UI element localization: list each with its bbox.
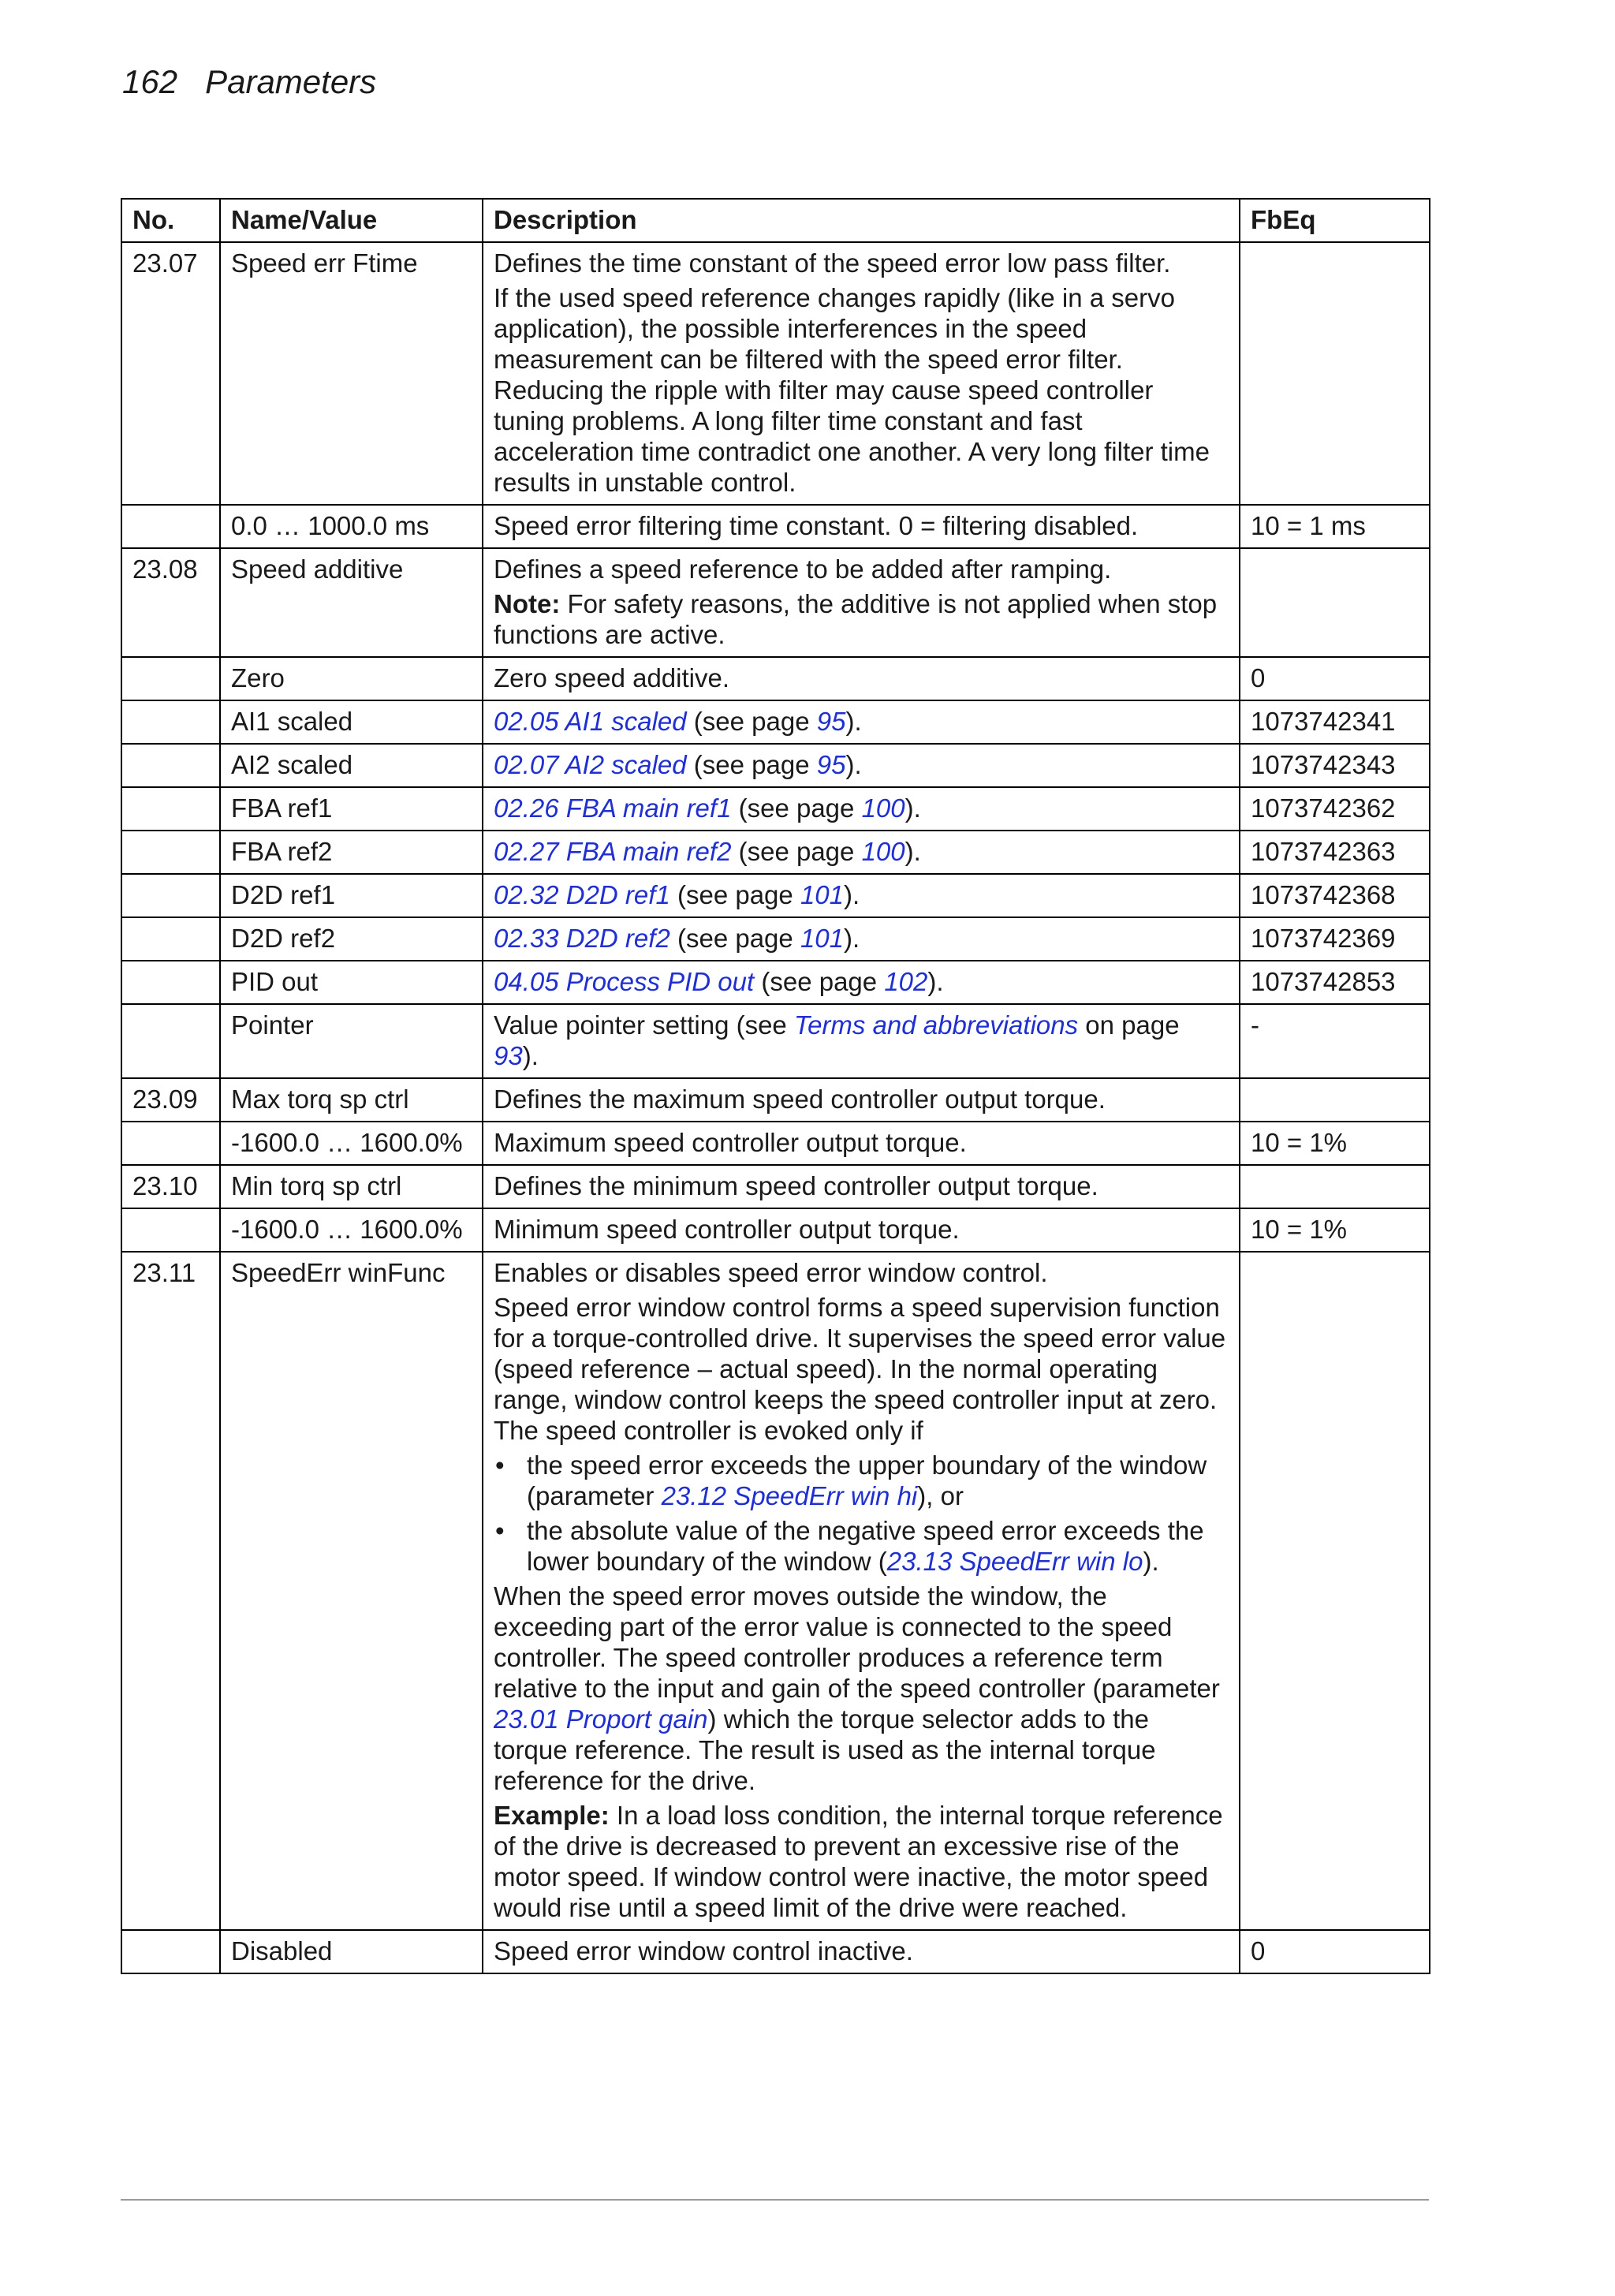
value-name: Disabled — [220, 1930, 483, 1973]
value-name: D2D ref2 — [220, 917, 483, 961]
value-name: -1600.0 … 1600.0% — [220, 1208, 483, 1252]
value-description — [483, 917, 1240, 961]
link-context: ). — [845, 707, 862, 736]
value-description: Minimum speed controller output torque. — [483, 1208, 1240, 1252]
page-link[interactable]: 100 — [861, 793, 905, 823]
header-fbeq: FbEq — [1240, 199, 1430, 242]
parameter-link[interactable]: 23.01 Proport gain — [494, 1704, 708, 1734]
example-label: Example: — [494, 1801, 610, 1830]
value-fbeq: 1073742368 — [1240, 874, 1430, 917]
param-number — [121, 1208, 220, 1252]
param-number: 23.08 — [121, 548, 220, 657]
value-fbeq: 1073742853 — [1240, 961, 1430, 1004]
param-number — [121, 744, 220, 787]
page-link[interactable]: 100 — [861, 837, 905, 866]
value-fbeq: 1073742341 — [1240, 700, 1430, 744]
table-row — [121, 1004, 1430, 1078]
link-context: ). — [927, 967, 944, 996]
bullet-icon: • — [495, 1450, 505, 1480]
param-name: Speed additive — [220, 548, 483, 657]
link-context: (see page — [669, 880, 800, 909]
description-part: ) which the torque selector adds to the torque reference. The result is used as the internal torque reference for the drive. — [494, 1704, 1156, 1795]
header-name-value: Name/Value — [220, 199, 483, 242]
value-fbeq: 10 = 1% — [1240, 1122, 1430, 1165]
value-description: Zero speed additive. — [483, 657, 1240, 700]
page-title: Parameters — [205, 63, 377, 100]
link-context: (see page — [686, 750, 817, 779]
value-name: Pointer — [220, 1004, 483, 1078]
list-item — [494, 1515, 1228, 1577]
value-fbeq: 1073742363 — [1240, 831, 1430, 874]
note-label: Note: — [494, 589, 561, 618]
note-body: For safety reasons, the additive is not applied when stop functions are active. — [494, 589, 1218, 649]
value-description: Maximum speed controller output torque. — [483, 1122, 1240, 1165]
table-row — [121, 961, 1430, 1004]
table-header-row — [121, 199, 1430, 242]
value-description — [483, 744, 1240, 787]
value-fbeq: - — [1240, 1004, 1430, 1078]
param-description — [483, 242, 1240, 505]
param-description — [483, 548, 1240, 657]
param-number: 23.10 — [121, 1165, 220, 1208]
value-name: AI1 scaled — [220, 700, 483, 744]
value-description — [483, 700, 1240, 744]
table-row — [121, 1122, 1430, 1165]
example-body: In a load loss condition, the internal torque reference of the drive is decreased to prevent an excessive rise of the motor speed. If window control were inactive, the motor speed would rise until a speed limit of the drive were reached. — [494, 1801, 1223, 1922]
page-link[interactable]: 101 — [800, 880, 844, 909]
link-context: (see page — [669, 924, 800, 953]
value-name: D2D ref1 — [220, 874, 483, 917]
table-row — [121, 1252, 1430, 1930]
parameter-link[interactable]: 23.13 SpeedErr win lo — [886, 1547, 1143, 1576]
link-context: ). — [844, 924, 860, 953]
table-row — [121, 700, 1430, 744]
example-text — [494, 1800, 1228, 1923]
parameter-link[interactable]: 02.26 FBA main ref1 — [494, 793, 732, 823]
link-context: (see page — [754, 967, 885, 996]
page-header — [122, 63, 376, 101]
table-row — [121, 242, 1430, 505]
param-name: Speed err Ftime — [220, 242, 483, 505]
param-fbeq — [1240, 1252, 1430, 1930]
param-number — [121, 657, 220, 700]
link-context: (see page — [686, 707, 817, 736]
link-context: on page — [1078, 1010, 1180, 1040]
value-name: FBA ref1 — [220, 787, 483, 831]
param-name: SpeedErr winFunc — [220, 1252, 483, 1930]
page-link[interactable]: 95 — [816, 750, 846, 779]
value-description — [483, 1004, 1240, 1078]
value-fbeq: 10 = 1% — [1240, 1208, 1430, 1252]
table-row — [121, 1930, 1430, 1973]
param-number — [121, 787, 220, 831]
description-text: If the used speed reference changes rapidly (like in a servo application), the possible interferences in the speed measurement can be filtered with the speed error filter. Reducing the ripple with filter may cause speed controller tuning problems. A long filter time constant and fast acceleration time contradict one another. A very long filter time results in unstable control. — [494, 283, 1210, 497]
param-number: 23.07 — [121, 242, 220, 505]
param-description — [483, 1252, 1240, 1930]
value-description: Speed error filtering time constant. 0 = filtering disabled. — [483, 505, 1240, 548]
footer-rule — [121, 2199, 1429, 2201]
value-fbeq: 1073742343 — [1240, 744, 1430, 787]
param-number — [121, 505, 220, 548]
parameter-link[interactable]: 23.12 SpeedErr win hi — [661, 1481, 918, 1510]
param-number — [121, 1930, 220, 1973]
description-text — [494, 1581, 1228, 1796]
description-text: Defines a speed reference to be added after ramping. — [494, 554, 1112, 584]
page-link[interactable]: 95 — [816, 707, 846, 736]
table-row — [121, 874, 1430, 917]
value-name: PID out — [220, 961, 483, 1004]
param-fbeq — [1240, 548, 1430, 657]
param-number — [121, 700, 220, 744]
value-fbeq: 1073742369 — [1240, 917, 1430, 961]
param-number — [121, 917, 220, 961]
parameter-link[interactable]: 02.27 FBA main ref2 — [494, 837, 732, 866]
table-row — [121, 787, 1430, 831]
value-description: Speed error window control inactive. — [483, 1930, 1240, 1973]
note-text — [494, 588, 1228, 650]
parameter-link[interactable]: 02.32 D2D ref1 — [494, 880, 670, 909]
link-context: ). — [845, 750, 862, 779]
param-number — [121, 1122, 220, 1165]
description-part: When the speed error moves outside the window, the exceeding part of the error value is connected to the speed controller. The speed controller produces a reference term relative to the input and gain of the speed controller (parameter — [494, 1581, 1220, 1703]
param-number — [121, 831, 220, 874]
page-number: 162 — [122, 63, 178, 100]
param-description: Defines the minimum speed controller output torque. — [483, 1165, 1240, 1208]
param-number — [121, 874, 220, 917]
param-number: 23.11 — [121, 1252, 220, 1930]
description-text: Enables or disables speed error window control. — [494, 1258, 1048, 1287]
link-context: ). — [904, 837, 921, 866]
description-text: Speed error window control forms a speed supervision function for a torque-controlled drive. It supervises the speed error value (speed reference – actual speed). In the normal operating range, window control keeps the speed controller input at zero. The speed controller is evoked only if — [494, 1293, 1226, 1445]
table-row — [121, 744, 1430, 787]
table-row — [121, 1208, 1430, 1252]
link-context: ). — [844, 880, 860, 909]
list-item-text: ). — [1143, 1547, 1159, 1576]
parameter-link[interactable]: 02.33 D2D ref2 — [494, 924, 670, 953]
param-number — [121, 1004, 220, 1078]
param-fbeq — [1240, 1078, 1430, 1122]
description-text: Defines the time constant of the speed error low pass filter. — [494, 248, 1171, 278]
value-fbeq: 10 = 1 ms — [1240, 505, 1430, 548]
param-description: Defines the maximum speed controller output torque. — [483, 1078, 1240, 1122]
param-name: Max torq sp ctrl — [220, 1078, 483, 1122]
link-context: ). — [522, 1041, 539, 1070]
param-number — [121, 961, 220, 1004]
value-name: 0.0 … 1000.0 ms — [220, 505, 483, 548]
header-description: Description — [483, 199, 1240, 242]
header-no: No. — [121, 199, 220, 242]
list-item — [494, 1450, 1228, 1511]
link-context: ). — [904, 793, 921, 823]
table-row — [121, 1165, 1430, 1208]
table-row — [121, 917, 1430, 961]
table-row — [121, 657, 1430, 700]
page-link[interactable]: 102 — [884, 967, 928, 996]
value-fbeq: 0 — [1240, 657, 1430, 700]
condition-list — [494, 1450, 1228, 1577]
table-row — [121, 1078, 1430, 1122]
page-link[interactable]: 93 — [494, 1041, 523, 1070]
value-fbeq: 0 — [1240, 1930, 1430, 1973]
table-row — [121, 505, 1430, 548]
param-name: Min torq sp ctrl — [220, 1165, 483, 1208]
value-name: Zero — [220, 657, 483, 700]
list-item-text: ), or — [917, 1481, 964, 1510]
link-context: (see page — [731, 793, 862, 823]
parameter-link[interactable]: 02.05 AI1 scaled — [494, 707, 687, 736]
parameter-table — [121, 198, 1430, 1974]
link-context: (see page — [731, 837, 862, 866]
list-item-text: the speed error exceeds the upper boundary of the window (parameter — [527, 1450, 1207, 1510]
value-description — [483, 787, 1240, 831]
value-name: FBA ref2 — [220, 831, 483, 874]
terms-link[interactable]: Terms and abbreviations — [793, 1010, 1079, 1040]
value-description — [483, 874, 1240, 917]
page-link[interactable]: 101 — [800, 924, 844, 953]
table-row — [121, 548, 1430, 657]
value-name: AI2 scaled — [220, 744, 483, 787]
table-row — [121, 831, 1430, 874]
bullet-icon: • — [495, 1516, 505, 1545]
parameter-link[interactable]: 04.05 Process PID out — [494, 967, 755, 996]
parameter-link[interactable]: 02.07 AI2 scaled — [494, 750, 687, 779]
link-context: Value pointer setting (see — [494, 1010, 794, 1040]
value-description — [483, 831, 1240, 874]
value-fbeq: 1073742362 — [1240, 787, 1430, 831]
param-fbeq — [1240, 1165, 1430, 1208]
param-number: 23.09 — [121, 1078, 220, 1122]
value-description — [483, 961, 1240, 1004]
value-name: -1600.0 … 1600.0% — [220, 1122, 483, 1165]
list-item-text: the absolute value of the negative speed error exceeds the lower boundary of the window ( — [527, 1516, 1204, 1576]
param-fbeq — [1240, 242, 1430, 505]
